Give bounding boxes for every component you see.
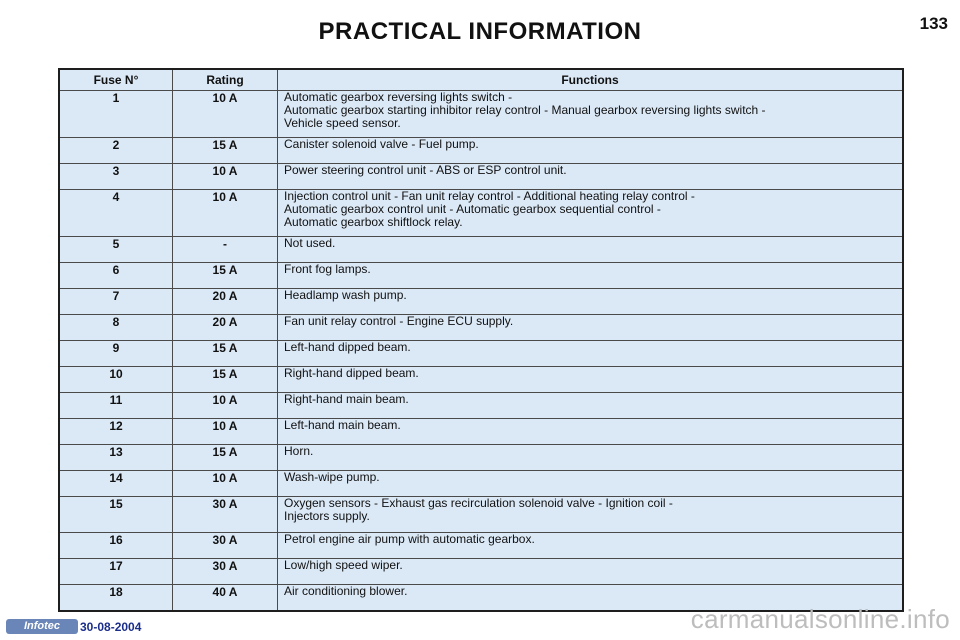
page-title: PRACTICAL INFORMATION: [318, 18, 642, 45]
fuse-table-body: [59, 91, 903, 611]
function-line: Right-hand dipped beam.: [284, 366, 419, 380]
function-line: Horn.: [284, 444, 314, 458]
function-line: Not used.: [284, 236, 336, 250]
table-row: [59, 341, 903, 367]
functions-cell: [278, 138, 904, 164]
function-line: Canister solenoid valve - Fuel pump.: [284, 137, 479, 151]
table-row: [59, 367, 903, 393]
table-row: [59, 164, 903, 190]
table-row: [59, 315, 903, 341]
fuse-number-cell: 13: [59, 445, 173, 471]
rating-cell: 30 A: [173, 533, 278, 559]
table-row: [59, 190, 903, 237]
fuse-table: [58, 68, 904, 612]
column-header-fuse-number: Fuse N°: [59, 69, 173, 91]
function-line: Automatic gearbox starting inhibitor relay control - Manual gearbox reversing lights switch -: [284, 103, 766, 117]
infotec-logo: Infotec: [6, 619, 78, 634]
rating-cell: 20 A: [173, 315, 278, 341]
column-header-functions: Functions: [278, 69, 904, 91]
rating-cell: -: [173, 237, 278, 263]
rating-cell: 30 A: [173, 559, 278, 585]
function-line: Fan unit relay control - Engine ECU supply.: [284, 314, 514, 328]
fuse-number-cell: 12: [59, 419, 173, 445]
rating-cell: 10 A: [173, 164, 278, 190]
rating-cell: 10 A: [173, 190, 278, 237]
fuse-number-cell: 2: [59, 138, 173, 164]
table-row: [59, 237, 903, 263]
rating-cell: 15 A: [173, 367, 278, 393]
function-line: Injectors supply.: [284, 509, 370, 523]
function-line: Automatic gearbox reversing lights switch -: [284, 90, 513, 104]
function-line: Left-hand main beam.: [284, 418, 401, 432]
functions-cell: [278, 393, 904, 419]
functions-cell: [278, 91, 904, 138]
functions-cell: [278, 341, 904, 367]
rating-cell: 10 A: [173, 419, 278, 445]
rating-cell: 30 A: [173, 497, 278, 533]
functions-cell: [278, 367, 904, 393]
rating-cell: 15 A: [173, 341, 278, 367]
rating-cell: 10 A: [173, 471, 278, 497]
functions-cell: [278, 533, 904, 559]
function-line: Air conditioning blower.: [284, 584, 408, 598]
table-row: [59, 289, 903, 315]
rating-cell: 15 A: [173, 445, 278, 471]
fuse-number-cell: 14: [59, 471, 173, 497]
function-line: Right-hand main beam.: [284, 392, 409, 406]
functions-cell: [278, 289, 904, 315]
table-row: [59, 91, 903, 138]
fuse-number-cell: 7: [59, 289, 173, 315]
rating-cell: 20 A: [173, 289, 278, 315]
rating-cell: 10 A: [173, 393, 278, 419]
fuse-number-cell: 15: [59, 497, 173, 533]
fuse-number-cell: 4: [59, 190, 173, 237]
rating-cell: 10 A: [173, 91, 278, 138]
functions-cell: [278, 497, 904, 533]
functions-cell: [278, 445, 904, 471]
fuse-number-cell: 6: [59, 263, 173, 289]
function-line: Left-hand dipped beam.: [284, 340, 411, 354]
function-line: Vehicle speed sensor.: [284, 116, 401, 130]
functions-cell: [278, 237, 904, 263]
table-row: [59, 138, 903, 164]
functions-cell: [278, 263, 904, 289]
function-line: Front fog lamps.: [284, 262, 371, 276]
table-row: [59, 263, 903, 289]
function-line: Oxygen sensors - Exhaust gas recirculation solenoid valve - Ignition coil -: [284, 496, 673, 510]
rating-cell: 40 A: [173, 585, 278, 611]
functions-cell: [278, 164, 904, 190]
fuse-number-cell: 1: [59, 91, 173, 138]
function-line: Headlamp wash pump.: [284, 288, 407, 302]
watermark: carmanualsonline.info: [690, 604, 950, 634]
function-line: Automatic gearbox control unit - Automatic gearbox sequential control -: [284, 202, 661, 216]
function-line: Power steering control unit - ABS or ESP control unit.: [284, 163, 567, 177]
table-row: [59, 445, 903, 471]
footer-date: 30-08-2004: [80, 620, 142, 634]
column-header-rating: Rating: [173, 69, 278, 91]
functions-cell: [278, 419, 904, 445]
table-row: [59, 419, 903, 445]
function-line: Low/high speed wiper.: [284, 558, 403, 572]
table-row: [59, 471, 903, 497]
function-line: Automatic gearbox shiftlock relay.: [284, 215, 463, 229]
fuse-number-cell: 11: [59, 393, 173, 419]
function-line: Injection control unit - Fan unit relay control - Additional heating relay control -: [284, 189, 695, 203]
functions-cell: [278, 190, 904, 237]
fuse-number-cell: 5: [59, 237, 173, 263]
fuse-number-cell: 18: [59, 585, 173, 611]
fuse-number-cell: 16: [59, 533, 173, 559]
fuse-number-cell: 8: [59, 315, 173, 341]
table-row: [59, 559, 903, 585]
functions-cell: [278, 559, 904, 585]
table-row: [59, 393, 903, 419]
table-row: [59, 533, 903, 559]
function-line: Petrol engine air pump with automatic gearbox.: [284, 532, 535, 546]
fuse-number-cell: 3: [59, 164, 173, 190]
fuse-number-cell: 17: [59, 559, 173, 585]
fuse-number-cell: 10: [59, 367, 173, 393]
functions-cell: [278, 471, 904, 497]
rating-cell: 15 A: [173, 263, 278, 289]
table-row: [59, 497, 903, 533]
function-line: Wash-wipe pump.: [284, 470, 380, 484]
page-number: 133: [919, 14, 948, 33]
table-header-row: [59, 69, 903, 91]
fuse-number-cell: 9: [59, 341, 173, 367]
rating-cell: 15 A: [173, 138, 278, 164]
functions-cell: [278, 315, 904, 341]
